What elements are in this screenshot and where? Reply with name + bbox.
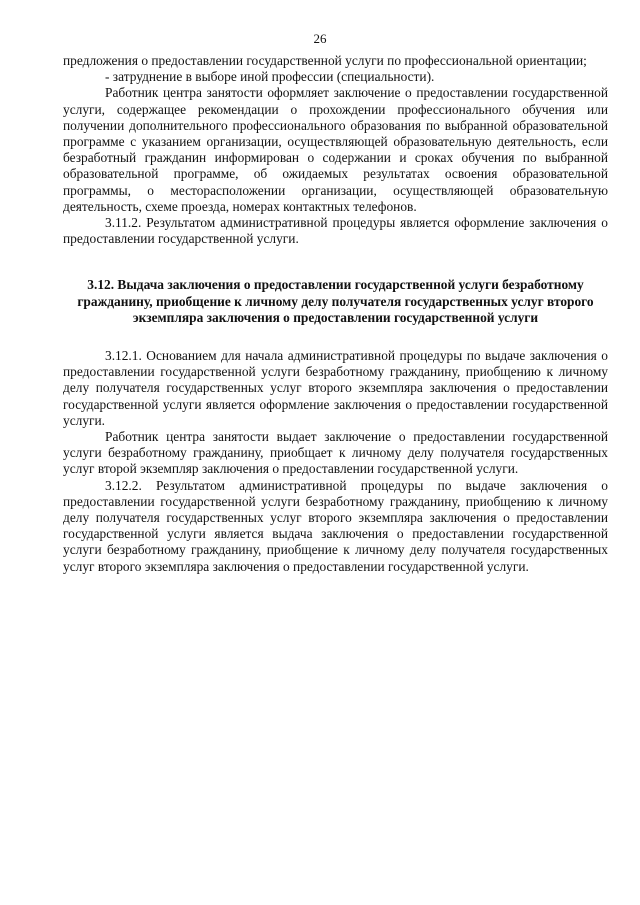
page-number: 26 bbox=[313, 31, 327, 46]
paragraph-worker-issues: Работник центра занятости выдает заключение о предоставлении государственной услуги безработному гражданину, приобщает к личному делу получателя государственных услуг второй экземпляр заключения о предоставлении государственной услуги. bbox=[63, 429, 608, 477]
paragraph-3-12-2: 3.12.2. Результатом административной процедуры по выдаче заключения о предоставлении государственной услуги безработному гражданину, приобщению к личному делу получателя государственных услуг второго экземпляра заключения о предоставлении государственной услуги является выдача заключения о предоставлении государственной услуги безработному гражданину, приобщение к личному делу получателя государственных услуг второго экземпляра заключения о предоставлении государственной услуги. bbox=[63, 477, 608, 574]
document-body bbox=[63, 53, 608, 575]
section-heading-3-12: 3.12. Выдача заключения о предоставлении государственной услуги безработному гражданину, приобщение к личному делу получателя государственных услуг второго экземпляра заключения о предоставлении государственной услуги bbox=[77, 277, 594, 325]
paragraph-3-12-1: 3.12.1. Основанием для начала административной процедуры по выдаче заключения о предоставлении государственной услуги безработному гражданину, приобщению к личному делу получателя государственных услуг второго экземпляра заключения о предоставлении государственной услуги является оформление заключения о предоставлении государственной услуги. bbox=[63, 348, 608, 428]
paragraph-continuation: предложения о предоставлении государственной услуги по профессиональной ориентации; bbox=[63, 53, 587, 68]
paragraph-3-11-2: 3.11.2. Результатом административной процедуры является оформление заключения о предоставлении государственной услуги. bbox=[63, 215, 608, 247]
paragraph-worker-conclusion: Работник центра занятости оформляет заключение о предоставлении государственной услуги, содержащее рекомендации о прохождении профессионального обучения или получении дополнительного профессионального образования по выбранной образовательной программе с указанием организации, осуществляющей образовательную деятельность, если безработный гражданин информирован о содержании и сроках обучения по выбранной образовательной программе, об ожидаемых результатах освоения образовательной программы, о месторасположении организации, осуществляющей образовательную деятельность, схеме проезда, номерах контактных телефонов. bbox=[63, 85, 608, 214]
list-item-dash: - затруднение в выборе иной профессии (специальности). bbox=[105, 69, 435, 85]
